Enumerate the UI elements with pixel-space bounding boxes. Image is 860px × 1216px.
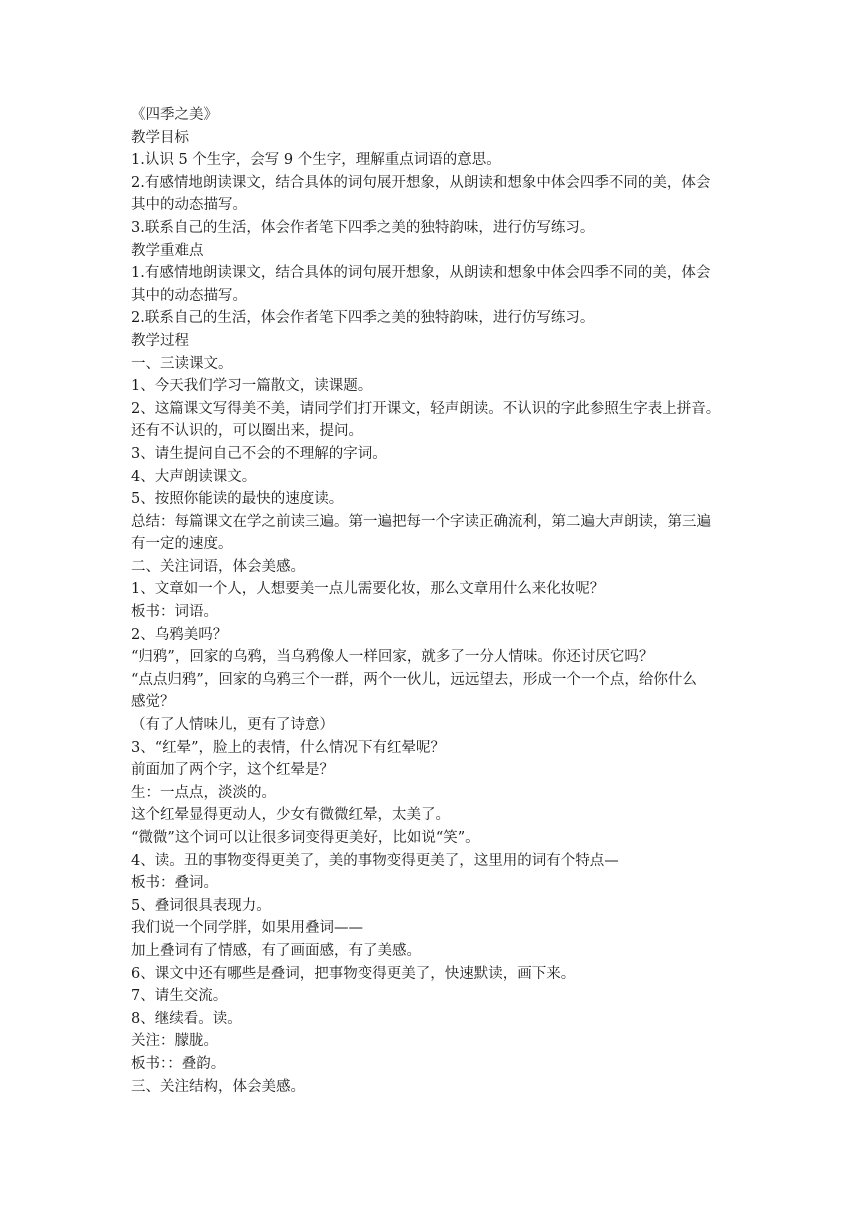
section-heading-key-points: 教学重难点 (131, 242, 204, 259)
text-line: 总结：每篇课文在学之前读三遍。第一遍把每一个字读正确流利，第二遍大声朗读，第三遍 (131, 513, 711, 530)
text-line: 2.有感情地朗读课文，结合具体的词句展开想象，从朗读和想象中体会四季不同的美，体会 (131, 174, 711, 191)
text-line: 1、今天我们学习一篇散文，读课题。 (131, 378, 373, 395)
text-line: 1、文章如一个人，人想要美一点儿需要化妆，那么文章用什么来化妆呢？ (131, 581, 605, 598)
text-line: 5、按照你能读的最快的速度读。 (131, 491, 344, 508)
text-line: 2.联系自己的生活，体会作者笔下四季之美的独特韵味，进行仿写练习。 (131, 310, 595, 327)
text-line: 6、课文中还有哪些是叠词，把事物变得更美了，快速默读，画下来。 (131, 965, 576, 982)
text-line: 这个红晕显得更动人，少女有微微红晕，太美了。 (131, 807, 450, 824)
text-line: 有一定的速度。 (131, 536, 233, 553)
text-line: 8、继续看。读。 (131, 1010, 242, 1027)
text-line: 板书：：叠韵。 (131, 1055, 226, 1072)
text-line: 3、“红晕”，脸上的表情，什么情况下有红晕呢？ (131, 739, 446, 756)
text-line: 4、大声朗读课文。 (131, 468, 257, 485)
section-heading-objectives: 教学目标 (131, 129, 189, 146)
document-title: 《四季之美》 (131, 107, 218, 123)
text-line: 一、三读课文。 (131, 355, 233, 372)
text-line: 还有不认识的，可以圈出来，提问。 (131, 423, 363, 440)
text-line: 7、请生交流。 (131, 988, 228, 1005)
text-line: 我们说一个同学胖，如果用叠词—— (131, 920, 363, 937)
text-line: 4、读。丑的事物变得更美了，美的事物变得更美了，这里用的词有个特点— (131, 852, 619, 869)
text-line: 关注：朦胧。 (131, 1033, 218, 1050)
text-line: “点点归鸦”，回家的乌鸦三个一群，两个一伙儿，远远望去，形成一个一个点，给你什么 (131, 671, 697, 688)
text-line: 三、关注结构，体会美感。 (131, 1078, 305, 1095)
text-line: （有了人情味儿，更有了诗意） (131, 717, 334, 734)
text-line: 生：一点点，淡淡的。 (131, 784, 276, 801)
text-line: 感觉？ (131, 694, 175, 711)
text-line: 3.联系自己的生活，体会作者笔下四季之美的独特韵味，进行仿写练习。 (131, 219, 595, 236)
text-line: “归鸦”，回家的乌鸦，当乌鸦像人一样回家，就多了一分人情味。你还讨厌它吗？ (131, 649, 654, 666)
text-line: 板书：词语。 (131, 604, 218, 621)
text-line: 5、叠词很具表现力。 (131, 897, 271, 914)
text-line: 前面加了两个字，这个红晕是？ (131, 762, 334, 779)
text-line: 2、乌鸦美吗？ (131, 626, 228, 643)
text-line: 二、关注词语，体会美感。 (131, 558, 305, 575)
text-line: 板书：叠词。 (131, 875, 218, 892)
text-line: 其中的动态描写。 (131, 197, 247, 214)
text-line: 加上叠词有了情感，有了画面感，有了美感。 (131, 942, 421, 959)
section-heading-process: 教学过程 (131, 332, 189, 349)
text-line: 1.有感情地朗读课文，结合具体的词句展开想象，从朗读和想象中体会四季不同的美，体会 (131, 265, 711, 282)
text-line: 3、请生提问自己不会的不理解的字词。 (131, 445, 387, 462)
text-line: 1.认识 5 个生字，会写 9 个生字，理解重点词语的意思。 (131, 152, 501, 169)
document-page (131, 104, 735, 1098)
text-line: “微微”这个词可以让很多词变得更美好，比如说“笑”。 (131, 830, 480, 846)
text-line: 其中的动态描写。 (131, 287, 247, 304)
text-line: 2、这篇课文写得美不美，请同学们打开课文，轻声朗读。不认识的字此参照生字表上拼音。 (131, 400, 721, 417)
